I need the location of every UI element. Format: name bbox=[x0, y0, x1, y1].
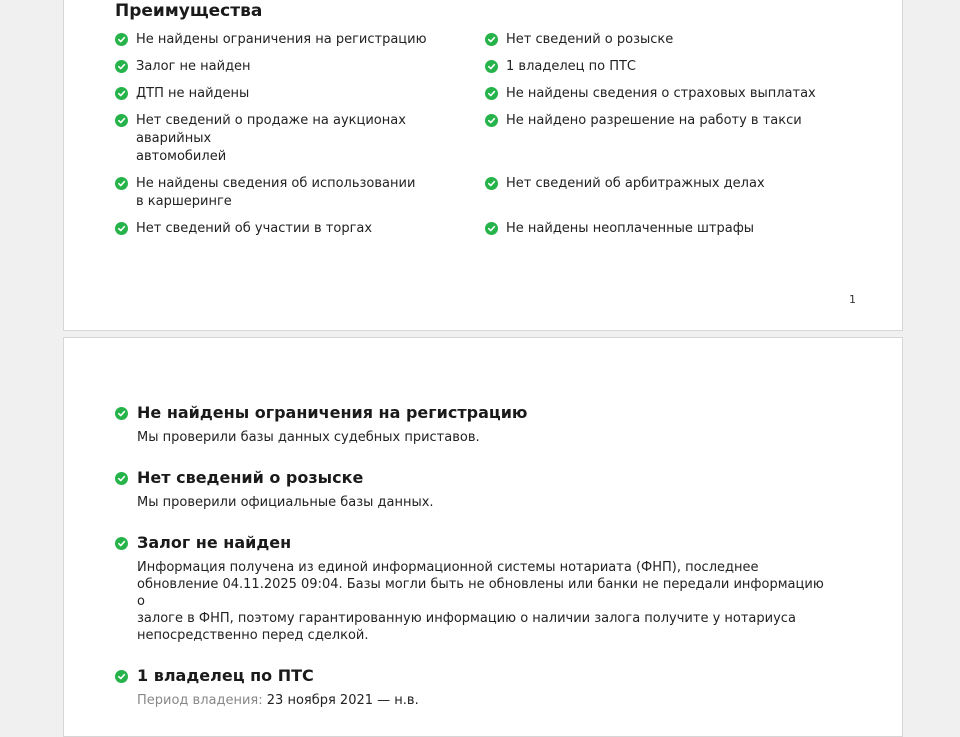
advantage-item bbox=[115, 31, 485, 49]
report-page-1 bbox=[63, 0, 903, 331]
advantage-text: Нет сведений об участии в торгах bbox=[136, 221, 373, 236]
advantage-text: Нет сведений об арбитражных делах bbox=[506, 176, 765, 191]
advantage-item bbox=[485, 175, 835, 211]
advantage-text: Не найдены ограничения на регистрацию bbox=[136, 32, 427, 47]
check-circle-icon bbox=[115, 537, 128, 550]
check-circle-icon bbox=[115, 670, 128, 683]
section-title: Нет сведений о розыске bbox=[137, 468, 364, 487]
advantage-text: Залог не найден bbox=[136, 59, 251, 74]
check-circle-icon bbox=[485, 60, 498, 73]
ownership-period-label: Период владения: bbox=[137, 693, 263, 708]
advantage-text: 1 владелец по ПТС bbox=[506, 59, 636, 74]
advantages-list bbox=[115, 31, 835, 238]
report-page-2 bbox=[63, 337, 903, 737]
section-description: Мы проверили базы данных судебных приставов. bbox=[137, 430, 480, 445]
advantage-text: Не найдены неоплаченные штрафы bbox=[506, 221, 755, 236]
section-header bbox=[115, 467, 835, 489]
check-circle-icon bbox=[115, 60, 128, 73]
advantage-text: Не найдено разрешение на работу в такси bbox=[506, 113, 802, 128]
ownership-period bbox=[137, 692, 835, 709]
check-circle-icon bbox=[115, 114, 128, 127]
detail-section-owners bbox=[115, 665, 835, 709]
section-header bbox=[115, 665, 835, 687]
check-circle-icon bbox=[115, 472, 128, 485]
check-circle-icon bbox=[115, 33, 128, 46]
section-description: Мы проверили официальные базы данных. bbox=[137, 495, 434, 510]
advantage-item bbox=[485, 112, 835, 166]
advantage-item bbox=[115, 58, 485, 76]
advantage-item bbox=[115, 85, 485, 103]
section-header bbox=[115, 402, 835, 424]
check-circle-icon bbox=[485, 114, 498, 127]
check-circle-icon bbox=[115, 222, 128, 235]
advantages-heading: Преимущества bbox=[115, 1, 263, 21]
advantage-item bbox=[115, 220, 485, 238]
advantage-item bbox=[115, 175, 485, 211]
details-list bbox=[115, 402, 835, 730]
check-circle-icon bbox=[485, 222, 498, 235]
advantage-text: Не найдены сведения о страховых выплатах bbox=[506, 86, 816, 101]
detail-section-pledge bbox=[115, 532, 835, 644]
section-description: Информация получена из единой информационной системы нотариата (ФНП), последнее обновление 04.11.2025 09:04. Базы могли быть не обновлены или банки не передали информацию о залоге в ФНП, поэтому гарантированную информацию о наличии залога получите у нотариуса непосредственно перед сделкой. bbox=[137, 560, 824, 643]
section-title: Залог не найден bbox=[137, 533, 292, 552]
advantage-text: Нет сведений о продаже на аукционах аварийных автомобилей bbox=[136, 113, 406, 164]
check-circle-icon bbox=[485, 177, 498, 190]
check-circle-icon bbox=[115, 177, 128, 190]
ownership-period-value: 23 ноября 2021 — н.в. bbox=[266, 693, 419, 708]
advantage-text: Нет сведений о розыске bbox=[506, 32, 674, 47]
page-number: 1 bbox=[849, 293, 856, 306]
check-circle-icon bbox=[485, 33, 498, 46]
detail-section-wanted bbox=[115, 467, 835, 511]
advantage-item bbox=[485, 220, 835, 238]
advantage-item bbox=[485, 31, 835, 49]
check-circle-icon bbox=[115, 87, 128, 100]
advantage-text: ДТП не найдены bbox=[136, 86, 250, 101]
advantage-item bbox=[115, 112, 485, 166]
advantage-item bbox=[485, 58, 835, 76]
advantage-text: Не найдены сведения об использовании в каршеринге bbox=[136, 176, 416, 209]
section-title: 1 владелец по ПТС bbox=[137, 666, 314, 685]
advantage-item bbox=[485, 85, 835, 103]
check-circle-icon bbox=[115, 407, 128, 420]
detail-section-registration bbox=[115, 402, 835, 446]
check-circle-icon bbox=[485, 87, 498, 100]
section-title: Не найдены ограничения на регистрацию bbox=[137, 403, 528, 422]
section-header bbox=[115, 532, 835, 554]
